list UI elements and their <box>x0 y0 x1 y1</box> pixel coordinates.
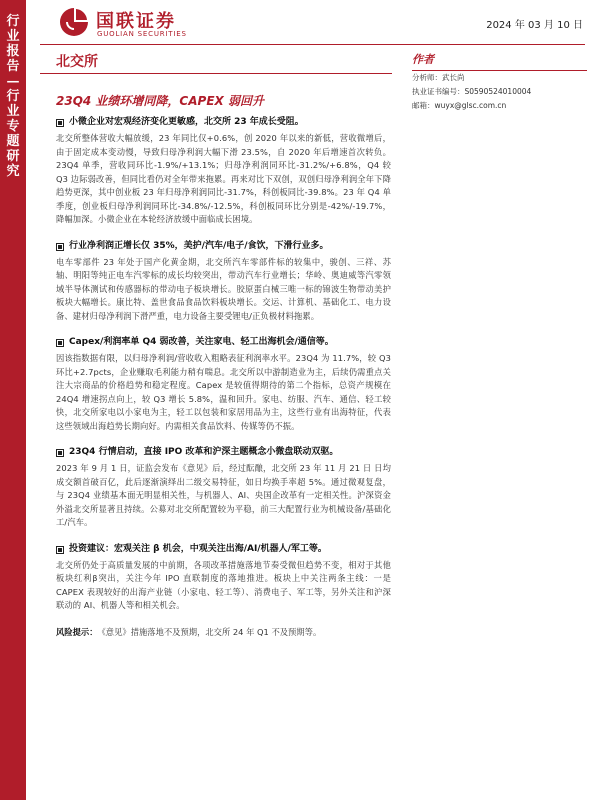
header-divider <box>40 44 585 45</box>
section-title: Capex/利润率单 Q4 弱改善，关注家电、轻工出海机会/通信等。 <box>69 337 334 347</box>
section-heading <box>56 116 391 129</box>
section <box>56 336 391 433</box>
brand-name: 国联证券 <box>96 11 176 32</box>
author-heading: 作者 <box>412 53 434 66</box>
side-banner-text: 行业报告—行业专题研究 <box>6 14 20 179</box>
section-body: 北交所仍处于高质量发展的中前期，各项改革措施落地节奏受微但趋势不变，相对于其他板块红利β突出，关注今年 IPO 直联制度的落地推进。板块上中关注两条主线：一是 CAPEX 表现较好的出海产业链（小家电、轻工等）、消费电子、军工等，另外关注和沪深联动的 AI、机器人等和相关机会。 <box>56 559 391 610</box>
section <box>56 116 391 227</box>
bullet-square-icon <box>56 243 64 251</box>
license-number: 执业证书编号：S0590524010004 <box>412 87 532 96</box>
brand-logo-icon <box>58 6 90 38</box>
section-body: 北交所整体营收大幅放缓，23 年同比仅+0.6%，创 2020 年以来的新低，营收微增后，由于固定成本变动慢，导致归母净利润大幅下滑 23.5%，自 2020 年后增速首次转负。23Q4 单季，营收同环比-1.9%/+13.1%；归母净利润同环比-31.2%/+6.8%，Q4 较 Q3 边际弱改善，但同比看仍对全年带来拖累。再来对比下双创，双创归母净利润全年下降趋势更深，其中创业板 23 年归母净利润同比-31.7%，科创板同比-39.8%。23 年 Q4 单季度，创业板归母净利润同环比-34.8%/-12.5%，科创板同环比分别是-42%/-19.7%，降幅加深。小微企业在本轮经济放缓中面临成长困境。 <box>56 133 391 224</box>
risk-label: 风险提示： <box>56 626 98 637</box>
section-body: 因该指数据有限，以归母净利润/营收收入粗略表征利润率水平。23Q4 为 11.7%，较 Q3 环比+2.7pcts，企业赚取毛利能力稍有喘息。北交所以中游制造业为主，后续仍需重点关注大宗商品的价格趋势和稳定程度。Capex 是较值得期待的第二个指标，总资产规模在 24Q4 增速拐点向上，较 Q3 增长 5.8%，温和回升。家电、纺服、汽车、通信、轻工较快，北交所家电以小家电为主，轻工以包装和家居用品为主，这些行业有出海特征，代表这些领域出海趋势长期向好。内需相关食品饮料、传媒等仍不振。 <box>56 353 391 431</box>
report-date: 2024 年 03 月 10 日 <box>486 20 583 31</box>
sector-divider <box>40 73 392 74</box>
section <box>56 543 391 613</box>
section <box>56 240 391 324</box>
bullet-square-icon <box>56 546 64 554</box>
author-panel <box>412 51 587 113</box>
section-heading <box>56 543 391 556</box>
side-banner <box>0 0 26 800</box>
section-body: 电车零部件 23 年处于国产化黄金期，北交所汽车零部件标的较集中，骏创、三祥、苏轴、明阳等纯正电车汽零标的成长均较突出，带动汽车行业增长；华岭、奥迪威等汽零领域半导体测试和传感器标的带动电子板块增长。胶原蛋白械三唯一标的锦波生物带动美护板块大幅增长。康比特、盖世食品食品饮料板块增长。交运、计算机、基础化工、电力设备、建材归母净利润下滑严重，电力设备主要受锂电/正负极材料拖累。 <box>56 256 391 321</box>
section-heading <box>56 446 391 459</box>
section-title: 投资建议：宏观关注 β 机会，中观关注出海/AI/机器人/军工等。 <box>69 543 327 554</box>
risk-warning <box>56 626 391 640</box>
section-body: 2023 年 9 月 1 日，证监会发布《意见》后，经过酝酿，北交所 23 年 11 月 21 日 日均成交额首破百亿，此后逐渐演绎出二级交易特征，如日均换手率超 5%。通过微观复盘，与 23Q4 业绩基本面无明显相关性，与机器人、AI、央国企改革有一定相关性。沪深资金外溢北交所显著且持续。公募对北交所配置较为平稳，前三大配置行业为机械设备/基础化工/汽车。 <box>56 463 391 527</box>
report-title: 23Q4 业绩环增同降，CAPEX 弱回升 <box>56 94 264 108</box>
section-title: 23Q4 行情启动，直接 IPO 改革和沪深主题概念小微盘联动双驱。 <box>69 447 339 457</box>
section <box>56 446 391 530</box>
brand-name-en: GUOLIAN SECURITIES <box>97 30 187 38</box>
report-body <box>56 116 391 639</box>
bullet-square-icon <box>56 339 64 347</box>
bullet-square-icon <box>56 449 64 457</box>
section-title: 行业净利润正增长仅 35%，美护/汽车/电子/食饮，下滑行业多。 <box>69 240 329 251</box>
brand-logo <box>58 6 228 40</box>
author-email[interactable]: 邮箱：wuyx@glsc.com.cn <box>412 101 507 110</box>
bullet-square-icon <box>56 119 64 127</box>
section-title: 小微企业对宏观经济变化更敏感，北交所 23 年成长受阻。 <box>69 117 304 127</box>
section-heading <box>56 336 391 349</box>
section-heading <box>56 240 391 253</box>
analyst-name: 分析师：武长尚 <box>412 73 465 82</box>
risk-text: 《意见》措施落地不及预期，北交所 24 年 Q1 不及预期等。 <box>97 626 322 637</box>
sector-label: 北交所 <box>56 54 98 70</box>
